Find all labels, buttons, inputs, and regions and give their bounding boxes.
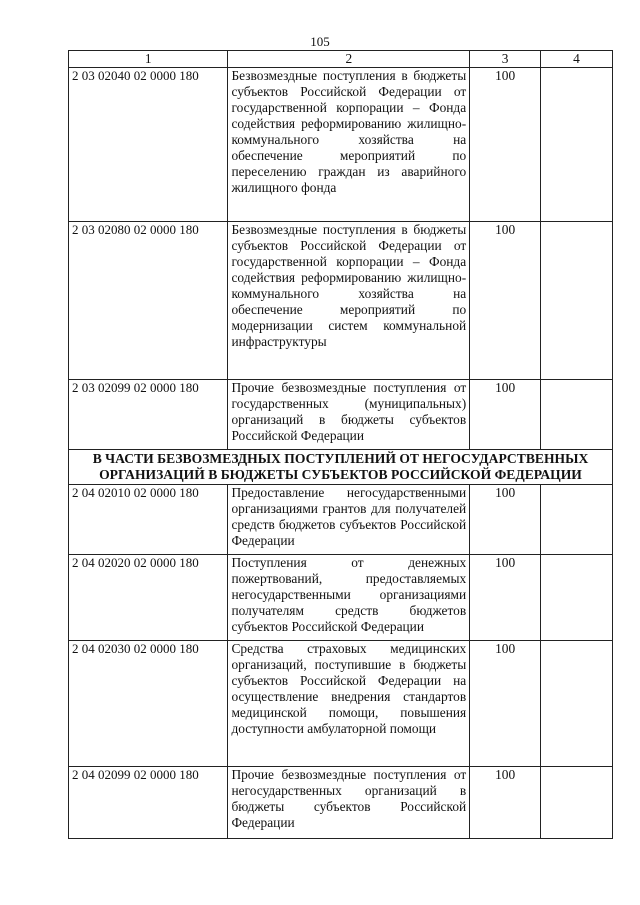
revenue-name: Прочие безвозмездные поступления от государственных (муниципальных) организаций в бюджеты субъектов Российской Федерации <box>228 380 470 450</box>
revenue-name: Безвозмездные поступления в бюджеты субъектов Российской Федерации от государственной корпорации – Фонда содействия реформированию жилищно-коммунального хозяйства на обеспечение мероприятий по переселению граждан из аварийного жилищного фонда <box>228 68 470 222</box>
table-row <box>69 222 613 380</box>
value-col4 <box>541 555 613 641</box>
table-row <box>69 380 613 450</box>
value-col3: 100 <box>470 767 541 839</box>
column-header-4: 4 <box>541 51 613 68</box>
revenue-code: 2 04 02020 02 0000 180 <box>69 555 228 641</box>
table-row <box>69 485 613 555</box>
table-row <box>69 767 613 839</box>
revenue-name: Безвозмездные поступления в бюджеты субъектов Российской Федерации от государственной корпорации – Фонда содействия реформированию жилищно-коммунального хозяйства на обеспечение мероприятий по модернизации систем коммунальной инфраструктуры <box>228 222 470 380</box>
column-header-3: 3 <box>470 51 541 68</box>
revenue-name: Прочие безвозмездные поступления от негосударственных организаций в бюджеты субъектов Российской Федерации <box>228 767 470 839</box>
value-col4 <box>541 380 613 450</box>
table-row <box>69 555 613 641</box>
value-col3: 100 <box>470 68 541 222</box>
value-col4 <box>541 641 613 767</box>
value-col3: 100 <box>470 641 541 767</box>
value-col3: 100 <box>470 485 541 555</box>
value-col4 <box>541 767 613 839</box>
page-number: 105 <box>310 34 330 49</box>
revenue-code: 2 04 02010 02 0000 180 <box>69 485 228 555</box>
value-col3: 100 <box>470 555 541 641</box>
revenue-name: Средства страховых медицинских организаций, поступившие в бюджеты субъектов Российской Федерации на осуществление внедрения стандартов медицинской помощи, повышения доступности амбулаторной помощи <box>228 641 470 767</box>
column-header-1: 1 <box>69 51 228 68</box>
table-row <box>69 641 613 767</box>
revenue-name: Поступления от денежных пожертвований, предоставляемых негосударственными организациями получателям средств бюджетов субъектов Российской Федерации <box>228 555 470 641</box>
value-col3: 100 <box>470 222 541 380</box>
revenue-name: Предоставление негосударственными организациями грантов для получателей средств бюджетов субъектов Российской Федерации <box>228 485 470 555</box>
section-title: В ЧАСТИ БЕЗВОЗМЕЗДНЫХ ПОСТУПЛЕНИЙ ОТ НЕГОСУДАРСТВЕННЫХ ОРГАНИЗАЦИЙ В БЮДЖЕТЫ СУБЪЕКТОВ РОССИЙСКОЙ ФЕДЕРАЦИИ <box>69 450 613 485</box>
section-header-row <box>69 450 613 485</box>
table-row <box>69 68 613 222</box>
revenue-code: 2 03 02099 02 0000 180 <box>69 380 228 450</box>
revenue-code: 2 04 02030 02 0000 180 <box>69 641 228 767</box>
revenue-code: 2 03 02080 02 0000 180 <box>69 222 228 380</box>
value-col4 <box>541 68 613 222</box>
column-header-2: 2 <box>228 51 470 68</box>
value-col4 <box>541 485 613 555</box>
header-row <box>69 51 613 68</box>
value-col3: 100 <box>470 380 541 450</box>
value-col4 <box>541 222 613 380</box>
budget-revenue-table <box>68 50 613 839</box>
revenue-code: 2 03 02040 02 0000 180 <box>69 68 228 222</box>
revenue-code: 2 04 02099 02 0000 180 <box>69 767 228 839</box>
